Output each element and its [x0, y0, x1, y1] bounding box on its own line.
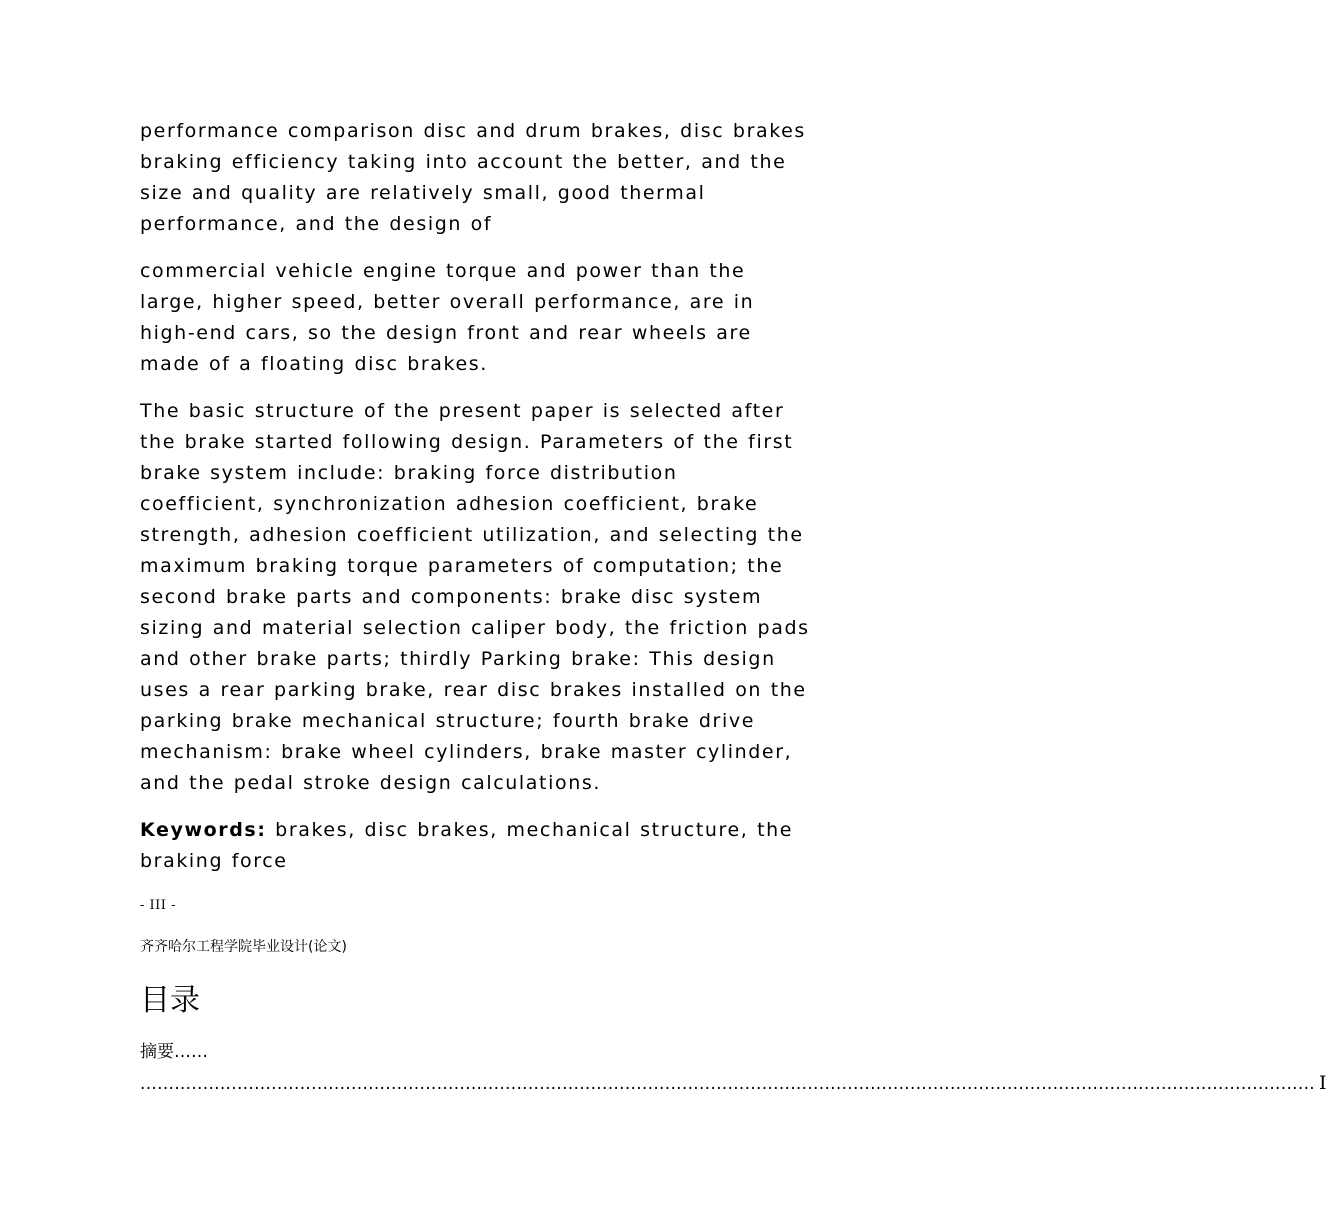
toc-title: 目录 [140, 983, 200, 1018]
abstract-paragraph-1: performance comparison disc and drum brakes, disc brakes braking efficiency taking into account the better, and the size and quality are relatively small, good thermal performance, and the design of [140, 120, 806, 235]
toc-leader-row [140, 1065, 1327, 1102]
toc-entry-label[interactable]: 摘要…… [140, 1042, 208, 1062]
page-number: - III - [140, 898, 176, 913]
running-header: 齐齐哈尔工程学院毕业设计(论文) [140, 939, 347, 955]
toc-entry-page: I [1318, 1072, 1327, 1094]
document-page [140, 116, 1327, 1102]
keywords-label: Keywords: [140, 819, 267, 841]
abstract-paragraph-3: The basic structure of the present paper is selected after the brake started following design. Parameters of the first brake system include: braking force distribution coefficient, synchronization adhesion coefficient, brake strength, adhesion coefficient utilization, and selecting the maximum braking torque parameters of computation; the second brake parts and components: brake disc system sizing and material selection caliper body, the friction pads and other brake parts; thirdly Parking brake: This design uses a rear parking brake, rear disc brakes installed on the parking brake mechanical structure; fourth brake drive mechanism: brake wheel cylinders, brake master cylinder, and the pedal stroke design calculations. [140, 400, 810, 794]
keywords-text: brakes, disc brakes, mechanical structure, the braking force [140, 819, 794, 872]
abstract-paragraph-2: commercial vehicle engine torque and power than the large, higher speed, better overall performance, are in high-end cars, so the design front and rear wheels are made of a floating disc brakes. [140, 260, 755, 375]
keywords-paragraph [140, 815, 810, 877]
toc-entry[interactable] [140, 1039, 1327, 1102]
toc-leader-dots: .............................................................................................................................................................................................................. [140, 1074, 1315, 1094]
